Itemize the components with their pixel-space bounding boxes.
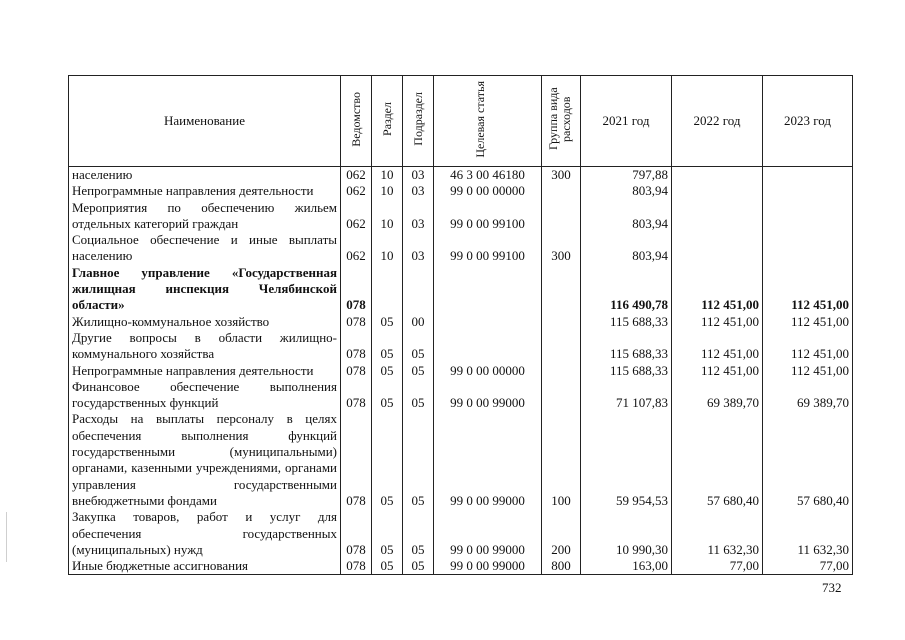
cell-name: Главное управление «Государственная жилищная инспекция Челябинской области» [69,265,341,314]
cell-y2021: 163,00 [581,558,672,575]
cell-y2022 [672,183,763,199]
cell-podrazdel: 05 [403,558,434,575]
header-vedomstvo: Ведомство [341,76,372,167]
header-name: Наименование [69,76,341,167]
cell-y2021: 116 490,78 [581,265,672,314]
header-2021: 2021 год [581,76,672,167]
cell-y2023: 11 632,30 [763,509,853,558]
cell-y2021: 10 990,30 [581,509,672,558]
header-2023: 2023 год [763,76,853,167]
cell-podrazdel: 00 [403,314,434,330]
cell-podrazdel: 05 [403,379,434,412]
cell-y2022: 112 451,00 [672,265,763,314]
table-row [69,411,853,509]
cell-name: Мероприятия по обеспечению жильем отдельных категорий граждан [69,200,341,233]
cell-gruppa [542,330,581,363]
cell-celevaya: 99 0 00 00000 [434,183,542,199]
cell-y2022: 57 680,40 [672,411,763,509]
cell-y2021: 115 688,33 [581,363,672,379]
cell-y2022 [672,167,763,184]
cell-podrazdel: 03 [403,200,434,233]
cell-razdel: 10 [372,167,403,184]
table-row [69,232,853,265]
cell-name: Непрограммные направления деятельности [69,363,341,379]
cell-ved: 078 [341,330,372,363]
table-row [69,314,853,330]
cell-celevaya: 46 3 00 46180 [434,167,542,184]
cell-razdel: 05 [372,509,403,558]
cell-celevaya [434,314,542,330]
cell-gruppa [542,265,581,314]
cell-y2022 [672,200,763,233]
cell-celevaya: 99 0 00 99100 [434,232,542,265]
page-number: 732 [822,580,842,595]
cell-y2023 [763,200,853,233]
cell-gruppa [542,379,581,412]
cell-celevaya: 99 0 00 99000 [434,411,542,509]
cell-y2022 [672,232,763,265]
cell-gruppa [542,363,581,379]
header-razdel: Раздел [372,76,403,167]
cell-celevaya: 99 0 00 99000 [434,379,542,412]
table-row [69,509,853,558]
cell-razdel: 05 [372,411,403,509]
cell-y2021: 115 688,33 [581,330,672,363]
cell-celevaya: 99 0 00 99000 [434,509,542,558]
table-row [69,183,853,199]
cell-ved: 078 [341,558,372,575]
cell-gruppa [542,314,581,330]
table-row [69,200,853,233]
cell-podrazdel: 05 [403,363,434,379]
cell-y2022: 77,00 [672,558,763,575]
cell-y2021: 803,94 [581,232,672,265]
header-podrazdel: Подраздел [403,76,434,167]
cell-razdel: 05 [372,379,403,412]
cell-razdel: 05 [372,363,403,379]
cell-y2022: 69 389,70 [672,379,763,412]
cell-ved: 078 [341,363,372,379]
cell-gruppa: 200 [542,509,581,558]
header-row [69,76,853,167]
cell-gruppa [542,200,581,233]
cell-celevaya [434,330,542,363]
cell-y2021: 71 107,83 [581,379,672,412]
cell-podrazdel: 05 [403,411,434,509]
table-row [69,558,853,575]
cell-podrazdel [403,265,434,314]
cell-y2022: 112 451,00 [672,314,763,330]
table-row [69,265,853,314]
cell-gruppa: 300 [542,167,581,184]
header-celevaya-statya: Целевая статья [434,76,542,167]
cell-name: Другие вопросы в области жилищно-коммунального хозяйства [69,330,341,363]
cell-gruppa: 800 [542,558,581,575]
cell-y2023 [763,183,853,199]
cell-name: Закупка товаров, работ и услуг для обеспечения государственных (муниципальных) нужд [69,509,341,558]
header-2022: 2022 год [672,76,763,167]
cell-ved: 078 [341,379,372,412]
cell-podrazdel: 03 [403,183,434,199]
cell-ved: 078 [341,411,372,509]
cell-name: Иные бюджетные ассигнования [69,558,341,575]
cell-razdel: 05 [372,330,403,363]
cell-y2023: 112 451,00 [763,265,853,314]
cell-y2023: 112 451,00 [763,330,853,363]
cell-y2021: 803,94 [581,200,672,233]
cell-podrazdel: 05 [403,330,434,363]
table-row [69,167,853,184]
cell-y2023: 112 451,00 [763,363,853,379]
cell-gruppa: 100 [542,411,581,509]
cell-ved: 078 [341,314,372,330]
cell-razdel: 10 [372,232,403,265]
cell-razdel: 05 [372,558,403,575]
budget-table [68,75,853,575]
table-row [69,379,853,412]
cell-razdel [372,265,403,314]
cell-ved: 062 [341,183,372,199]
cell-ved: 078 [341,509,372,558]
cell-celevaya: 99 0 00 99100 [434,200,542,233]
cell-gruppa [542,183,581,199]
cell-y2023: 57 680,40 [763,411,853,509]
cell-y2021: 59 954,53 [581,411,672,509]
cell-y2022: 11 632,30 [672,509,763,558]
cell-celevaya [434,265,542,314]
cell-name: Социальное обеспечение и иные выплаты населению [69,232,341,265]
cell-ved: 062 [341,232,372,265]
table-row [69,330,853,363]
cell-ved: 062 [341,200,372,233]
table-row [69,363,853,379]
cell-podrazdel: 05 [403,509,434,558]
cell-y2023: 69 389,70 [763,379,853,412]
cell-name: Жилищно-коммунальное хозяйство [69,314,341,330]
cell-name: Непрограммные направления деятельности [69,183,341,199]
cell-name: Финансовое обеспечение выполнения государственных функций [69,379,341,412]
cell-name: населению [69,167,341,184]
table-body [69,167,853,575]
cell-podrazdel: 03 [403,167,434,184]
cell-y2022: 112 451,00 [672,363,763,379]
cell-celevaya: 99 0 00 00000 [434,363,542,379]
cell-name: Расходы на выплаты персоналу в целях обеспечения выполнения функций государственными (муниципальными) органами, казенными учреждениями, органами управления государственными внебюджетными фондами [69,411,341,509]
header-gruppa-vida-rashodov: Группа вида расходов [542,76,581,167]
scan-margin-line [6,512,7,562]
cell-razdel: 05 [372,314,403,330]
cell-razdel: 10 [372,183,403,199]
cell-ved: 062 [341,167,372,184]
cell-razdel: 10 [372,200,403,233]
cell-y2023 [763,167,853,184]
cell-y2023: 77,00 [763,558,853,575]
cell-y2022: 112 451,00 [672,330,763,363]
cell-celevaya: 99 0 00 99000 [434,558,542,575]
cell-y2021: 797,88 [581,167,672,184]
cell-y2023 [763,232,853,265]
cell-y2021: 803,94 [581,183,672,199]
cell-y2023: 112 451,00 [763,314,853,330]
cell-y2021: 115 688,33 [581,314,672,330]
cell-ved: 078 [341,265,372,314]
cell-gruppa: 300 [542,232,581,265]
cell-podrazdel: 03 [403,232,434,265]
